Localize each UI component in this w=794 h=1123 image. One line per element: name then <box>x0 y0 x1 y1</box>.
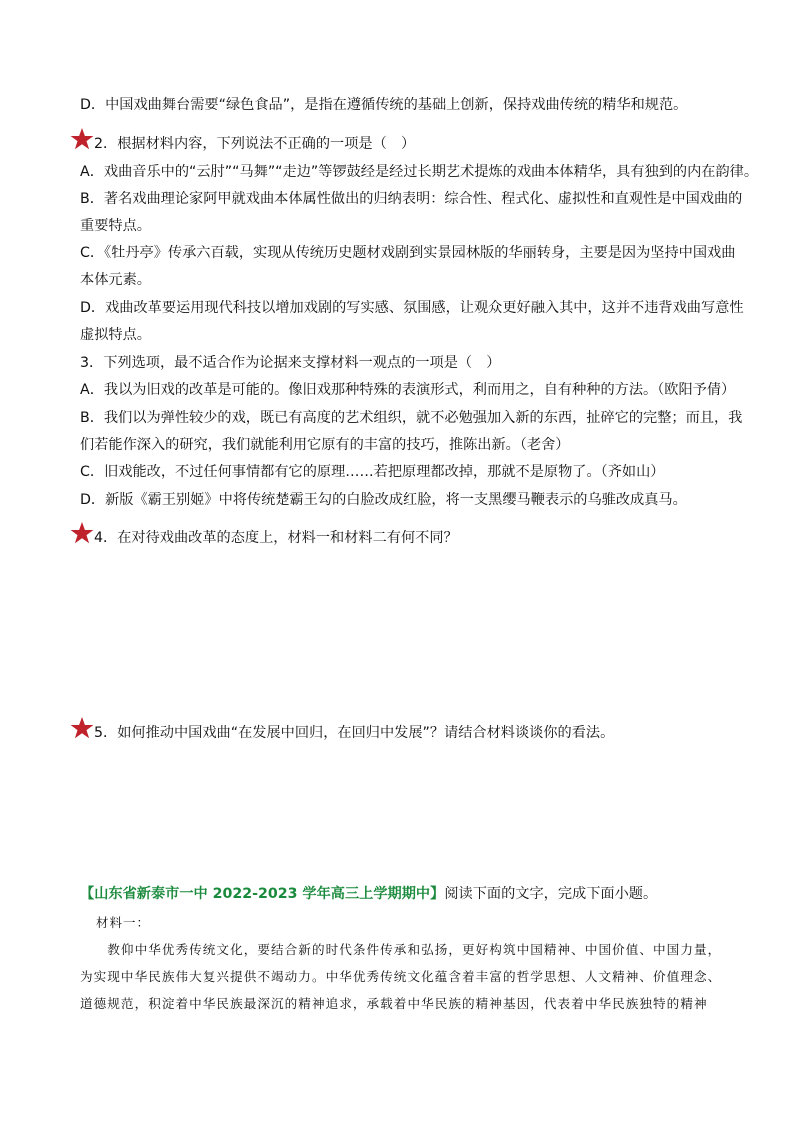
q2-stem: 2．根据材料内容，下列说法不正确的一项是（ ） <box>94 136 416 152</box>
q4-stem: 4．在对待戏曲改革的态度上，材料一和材料二有何不同？ <box>94 530 458 546</box>
q2-option-d-line2: 虚拟特点。 <box>80 327 151 343</box>
source-instruction: 阅读下面的文字，完成下面小题。 <box>444 886 658 902</box>
star-icon <box>70 127 94 151</box>
q2-option-b-line2: 重要特点。 <box>80 218 151 234</box>
star-icon <box>70 521 94 545</box>
q3-option-c: C．旧戏能改，不过任何事情都有它的原理……若把原理都改掉，那就不是原物了。（齐如山） <box>80 464 665 480</box>
q2-option-d-line1: D．戏曲改革要运用现代科技以增加戏剧的写实感、氛围感，让观众更好融入其中，这并不违背戏曲写意性 <box>80 300 744 316</box>
q3-option-b-line2: 们若能作深入的研究，我们就能利用它原有的丰富的技巧，推陈出新。（老舍） <box>80 437 570 453</box>
q3-option-d: D．新版《霸王别姬》中将传统楚霸王勾的白脸改成红脸，将一支黑缨马鞭表示的乌骓改成真马。 <box>80 492 687 508</box>
q3-stem: 3．下列选项，最不适合作为论据来支撑材料一观点的一项是（ ） <box>80 355 501 371</box>
q2-option-c-line1: C．《牡丹亭》传承六百载，实现从传统历史题材戏剧到实景园林版的华丽转身，主要是因为坚持中国戏曲 <box>80 245 736 261</box>
material-line: 为实现中华民族伟大复兴提供不竭动力。中华优秀传统文化蕴含着丰富的哲学思想、人文精神、价值理念、 <box>80 969 722 984</box>
material-line: 教仰中华优秀传统文化，要结合新的时代条件传承和弘扬，更好构筑中国精神、中国价值、中国力量， <box>80 942 722 957</box>
source-heading <box>80 884 657 904</box>
material-line: 道德规范，积淀着中华民族最深沉的精神追求，承载着中华民族的精神基因，代表着中华民族独特的精神 <box>80 996 708 1011</box>
q5-stem: 5．如何推动中国戏曲“在发展中回归，在回归中发展”？请结合材料谈谈你的看法。 <box>94 725 615 741</box>
q3-option-a: A．我以为旧戏的改革是可能的。像旧戏那种特殊的表演形式，利而用之，自有种种的方法。（欧阳予倩） <box>80 382 736 398</box>
q3-option-b-line1: B．我们以为弹性较少的戏，既已有高度的艺术组织，就不必勉强加入新的东西，扯碎它的完整；而且，我 <box>80 410 743 426</box>
star-icon <box>70 716 94 740</box>
q2-option-b-line1: B．著名戏曲理论家阿甲就戏曲本体属性做出的归纳表明：综合性、程式化、虚拟性和直观性是中国戏曲的 <box>80 191 743 207</box>
q2-option-a: A．戏曲音乐中的“云肘”“马舞”“走边”等锣鼓经是经过长期艺术提炼的戏曲本体精华，具有独到的内在韵律。 <box>80 164 759 180</box>
q2-option-c-line2: 本体元素。 <box>80 272 151 288</box>
q1-option-d: D．中国戏曲舞台需要“绿色食品”，是指在遵循传统的基础上创新，保持戏曲传统的精华和规范。 <box>80 97 688 113</box>
source-label: 【山东省新泰市一中 2022-2023 学年高三上学期期中】 <box>80 886 445 902</box>
material-label: 材料一： <box>96 915 151 930</box>
